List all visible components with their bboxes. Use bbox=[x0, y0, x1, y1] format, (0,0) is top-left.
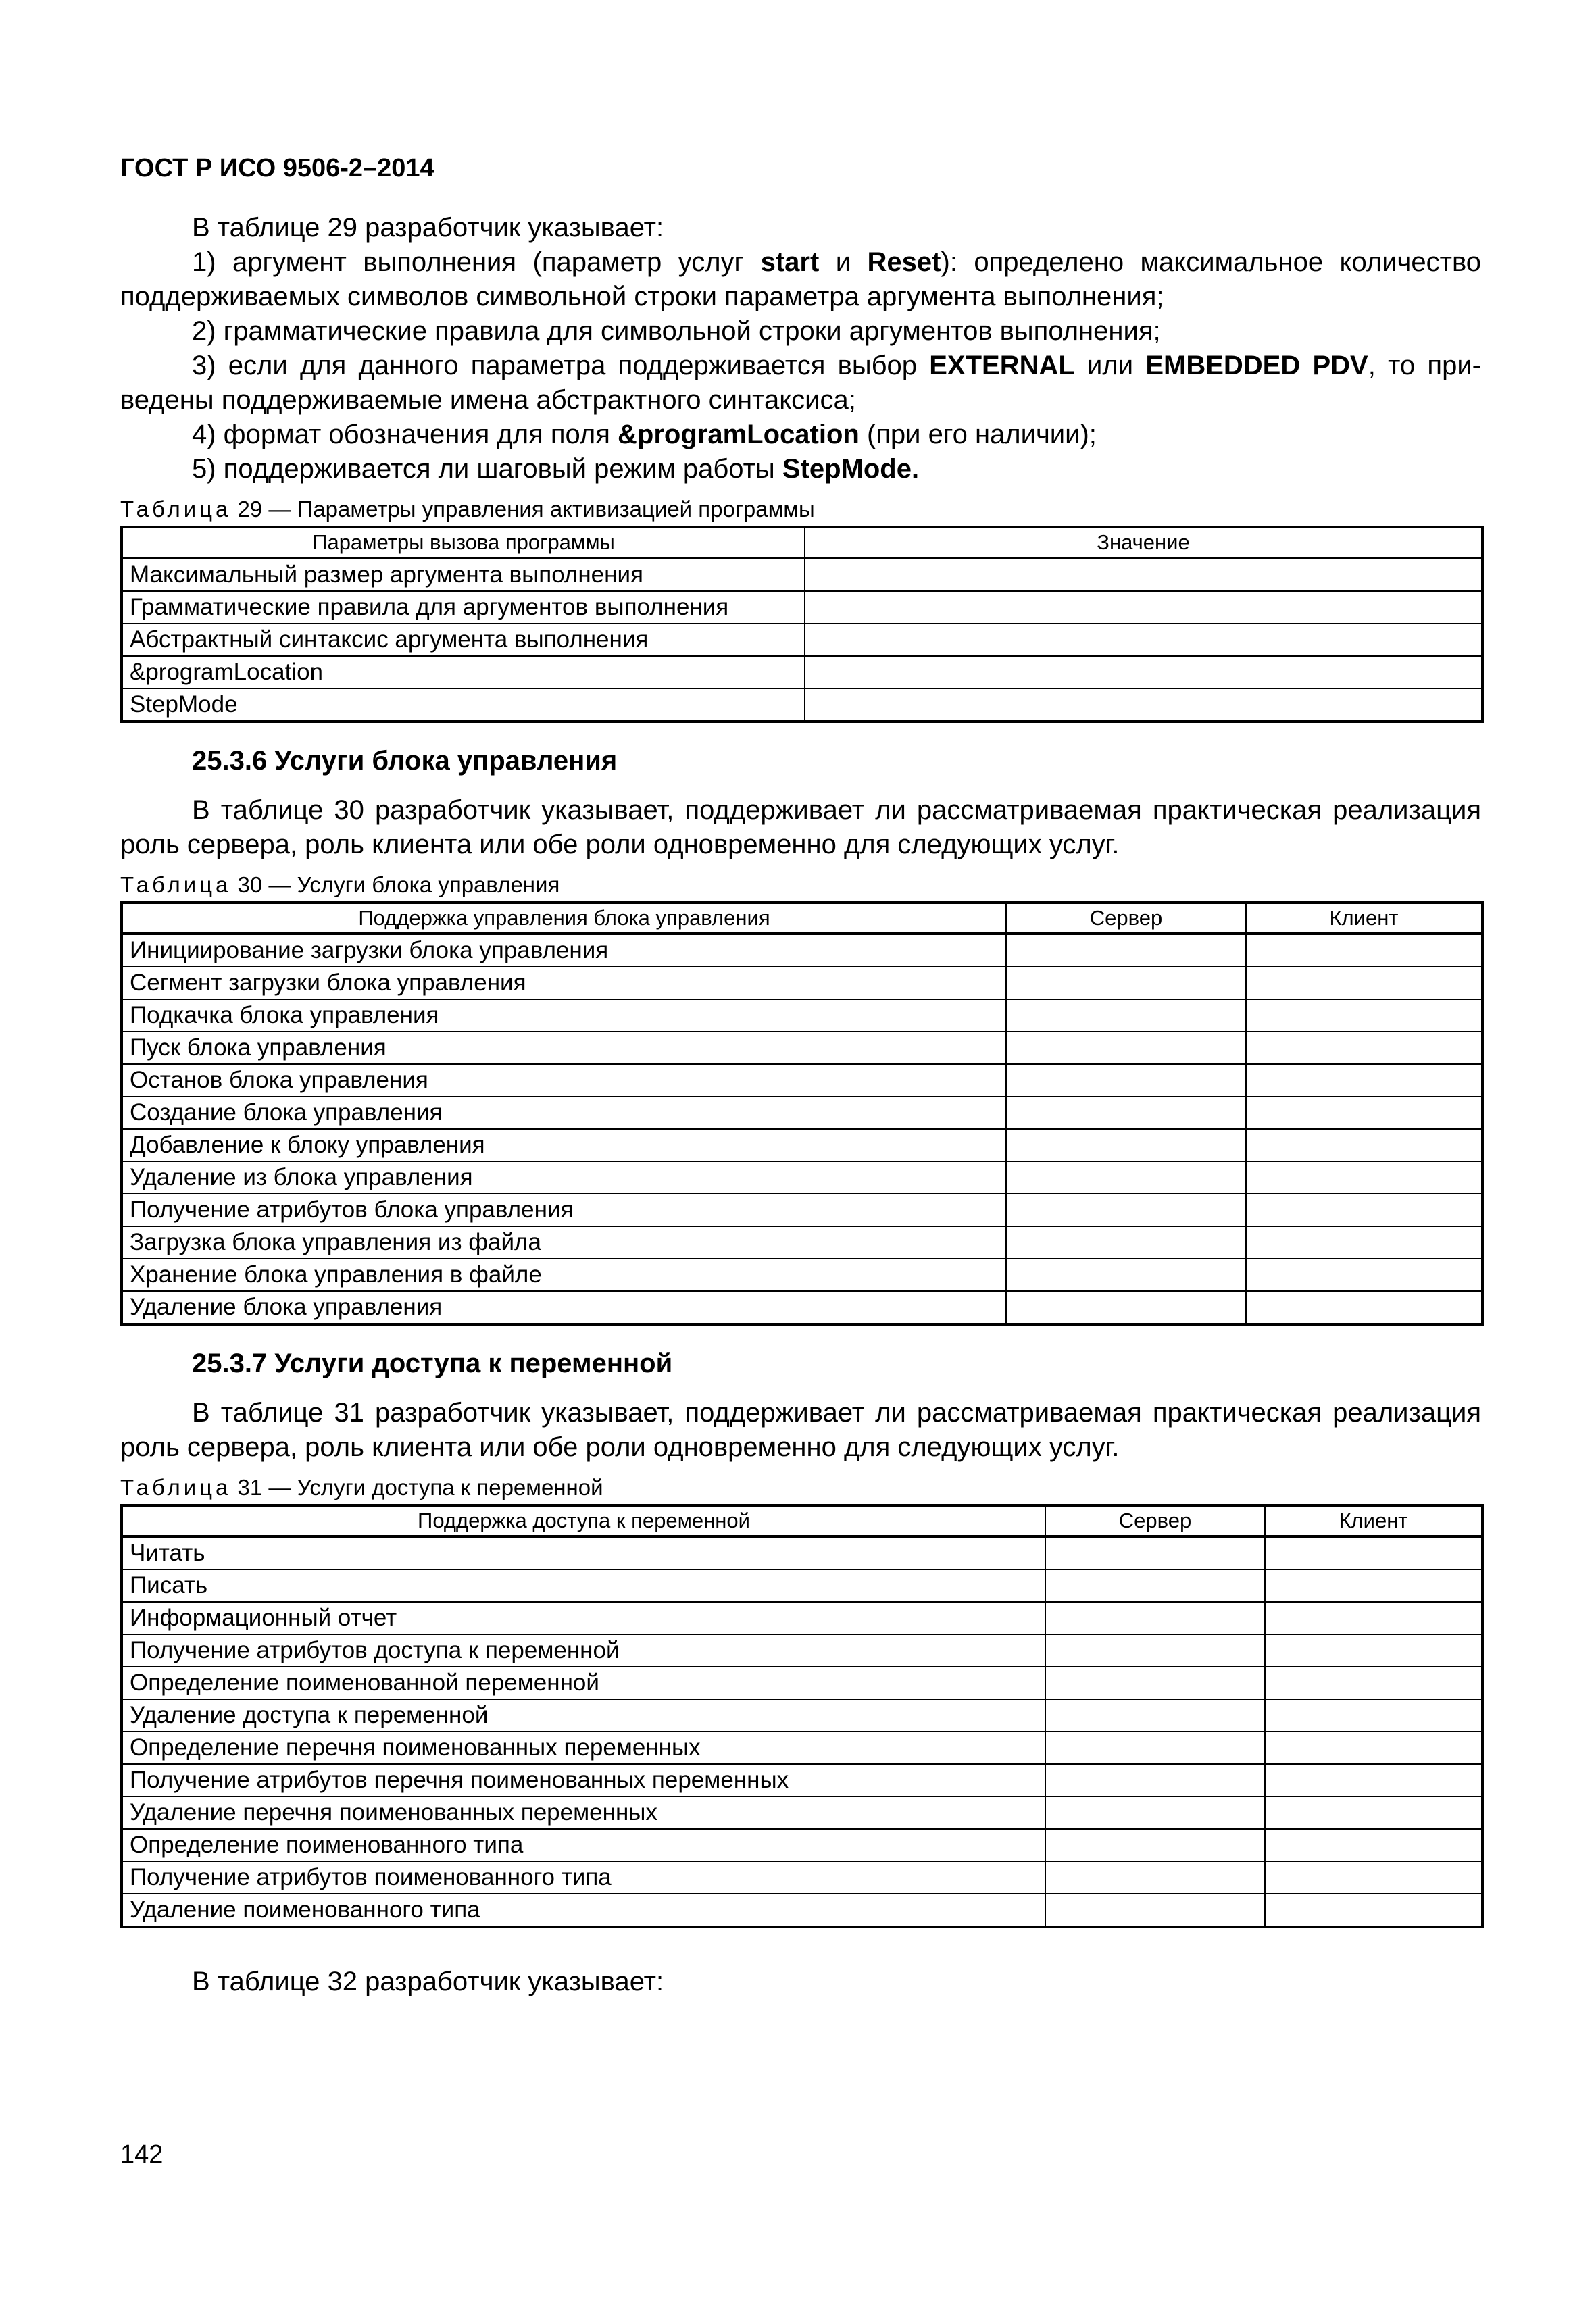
table-30-row-label: Инициирование загрузки блока управления bbox=[122, 934, 1006, 967]
table-30-empty-cell bbox=[1006, 1291, 1246, 1324]
intro-29-item: 5) поддерживается ли шаговый режим работы StepMode. bbox=[192, 454, 920, 484]
table-30-row bbox=[122, 1097, 1482, 1129]
table-30-empty-cell bbox=[1246, 1129, 1482, 1161]
table-31-empty-cell bbox=[1265, 1861, 1482, 1894]
table-30-empty-cell bbox=[1006, 1226, 1246, 1259]
intro-29-item: 4) формат обозначения для поля &programLocation (при его наличии); bbox=[192, 420, 1097, 449]
table-30-row-label: Хранение блока управления в файле bbox=[122, 1259, 1006, 1291]
intro-29 bbox=[120, 211, 1481, 486]
table-31-row bbox=[122, 1829, 1482, 1861]
table-29-header-row bbox=[122, 527, 1482, 558]
table-30-header-row bbox=[122, 903, 1482, 934]
table-30-row bbox=[122, 1064, 1482, 1097]
table-31-empty-cell bbox=[1045, 1536, 1265, 1569]
table-29-header-value: Значение bbox=[805, 527, 1482, 558]
intro-29-item: 3) если для данного параметра поддерживается выбор EXTERNAL или EMBEDDED PDV, то приведены поддерживаемые имена абстрактного синтаксиса; bbox=[120, 351, 1481, 415]
table-31-row-label: Определение поименованной переменной bbox=[122, 1667, 1045, 1699]
table-29-header-params: Параметры вызова программы bbox=[122, 527, 805, 558]
table-31-empty-cell bbox=[1265, 1602, 1482, 1634]
table-31-empty-cell bbox=[1045, 1764, 1265, 1796]
table-30-row bbox=[122, 934, 1482, 967]
table-30-empty-cell bbox=[1006, 934, 1246, 967]
table-31-row-label: Получение атрибутов доступа к переменной bbox=[122, 1634, 1045, 1667]
table-29-body bbox=[122, 558, 1482, 722]
table-31-empty-cell bbox=[1045, 1667, 1265, 1699]
table-29-empty-cell bbox=[805, 624, 1482, 656]
table-30-empty-cell bbox=[1246, 1259, 1482, 1291]
table-30-row bbox=[122, 1194, 1482, 1226]
table-30-empty-cell bbox=[1246, 967, 1482, 999]
table-31-empty-cell bbox=[1045, 1796, 1265, 1829]
table-31-row bbox=[122, 1634, 1482, 1667]
table-31-row bbox=[122, 1569, 1482, 1602]
section-heading-25-3-6: 25.3.6 Услуги блока управления bbox=[192, 746, 618, 776]
table-30-caption: Таблица 30 — Услуги блока управления bbox=[120, 872, 560, 897]
table-29-row-label: Максимальный размер аргумента выполнения bbox=[122, 558, 805, 591]
table-30-empty-cell bbox=[1246, 1161, 1482, 1194]
table-29-row-label: StepMode bbox=[122, 688, 805, 722]
table-31-row bbox=[122, 1699, 1482, 1732]
table-31-empty-cell bbox=[1265, 1536, 1482, 1569]
table-30-row-label: Останов блока управления bbox=[122, 1064, 1006, 1097]
table-30-row bbox=[122, 1129, 1482, 1161]
table-29-row-label: &programLocation bbox=[122, 656, 805, 688]
table-29-caption: Таблица 29 — Параметры управления активизацией программы bbox=[120, 497, 815, 522]
table-31-header-client: Клиент bbox=[1265, 1505, 1482, 1536]
table-30-empty-cell bbox=[1246, 1097, 1482, 1129]
table-31-row-label: Определение перечня поименованных переменных bbox=[122, 1732, 1045, 1764]
table-29-row-label: Грамматические правила для аргументов выполнения bbox=[122, 591, 805, 624]
table-30-empty-cell bbox=[1006, 1161, 1246, 1194]
table-30-header-service: Поддержка управления блока управления bbox=[122, 903, 1006, 934]
table-31-row bbox=[122, 1861, 1482, 1894]
table-30-row-label: Удаление из блока управления bbox=[122, 1161, 1006, 1194]
table-31-empty-cell bbox=[1045, 1861, 1265, 1894]
table-31-header-server: Сервер bbox=[1045, 1505, 1265, 1536]
table-31-row-label: Определение поименованного типа bbox=[122, 1829, 1045, 1861]
table-31-empty-cell bbox=[1265, 1667, 1482, 1699]
table-31-empty-cell bbox=[1265, 1699, 1482, 1732]
table-31-empty-cell bbox=[1045, 1602, 1265, 1634]
table-30-empty-cell bbox=[1246, 1064, 1482, 1097]
table-31-row bbox=[122, 1732, 1482, 1764]
table-31-row bbox=[122, 1894, 1482, 1927]
table-29-row bbox=[122, 656, 1482, 688]
table-30-row bbox=[122, 1161, 1482, 1194]
table-31-empty-cell bbox=[1265, 1796, 1482, 1829]
table-31-empty-cell bbox=[1045, 1634, 1265, 1667]
table-30-row bbox=[122, 999, 1482, 1032]
document-page bbox=[120, 150, 1481, 1999]
table-30-row bbox=[122, 1291, 1482, 1324]
table-30-empty-cell bbox=[1006, 1129, 1246, 1161]
table-31-empty-cell bbox=[1265, 1634, 1482, 1667]
table-29-row bbox=[122, 591, 1482, 624]
intro-29-items bbox=[120, 245, 1481, 486]
table-30-empty-cell bbox=[1006, 967, 1246, 999]
table-30-row-label: Сегмент загрузки блока управления bbox=[122, 967, 1006, 999]
table-29-row bbox=[122, 624, 1482, 656]
table-30-row bbox=[122, 1226, 1482, 1259]
table-31-body bbox=[122, 1536, 1482, 1927]
table-31-empty-cell bbox=[1045, 1569, 1265, 1602]
table-29-row-label: Абстрактный синтаксис аргумента выполнения bbox=[122, 624, 805, 656]
table-31-empty-cell bbox=[1265, 1569, 1482, 1602]
table-31-row bbox=[122, 1536, 1482, 1569]
table-30-empty-cell bbox=[1006, 999, 1246, 1032]
table-31-row-label: Читать bbox=[122, 1536, 1045, 1569]
table-31-empty-cell bbox=[1045, 1829, 1265, 1861]
table-29-empty-cell bbox=[805, 591, 1482, 624]
table-31-row bbox=[122, 1764, 1482, 1796]
table-31-row-label: Удаление перечня поименованных переменных bbox=[122, 1796, 1045, 1829]
table-29-row bbox=[122, 688, 1482, 722]
table-31-header-row bbox=[122, 1505, 1482, 1536]
table-30-empty-cell bbox=[1246, 999, 1482, 1032]
table-31-row bbox=[122, 1796, 1482, 1829]
outro-32-lead: В таблице 32 разработчик указывает: bbox=[192, 1967, 664, 1996]
table-31-empty-cell bbox=[1045, 1699, 1265, 1732]
table-30-row bbox=[122, 1259, 1482, 1291]
table-29-empty-cell bbox=[805, 558, 1482, 591]
table-30-row-label: Создание блока управления bbox=[122, 1097, 1006, 1129]
table-30-row-label: Удаление блока управления bbox=[122, 1291, 1006, 1324]
table-31-empty-cell bbox=[1265, 1764, 1482, 1796]
table-31-row bbox=[122, 1602, 1482, 1634]
table-31-row-label: Информационный отчет bbox=[122, 1602, 1045, 1634]
table-30-row bbox=[122, 1032, 1482, 1064]
table-30-row-label: Загрузка блока управления из файла bbox=[122, 1226, 1006, 1259]
table-30-row bbox=[122, 967, 1482, 999]
table-31-empty-cell bbox=[1265, 1829, 1482, 1861]
table-30-row-label: Получение атрибутов блока управления bbox=[122, 1194, 1006, 1226]
table-31-row-label: Получение атрибутов поименованного типа bbox=[122, 1861, 1045, 1894]
table-30-row-label: Пуск блока управления bbox=[122, 1032, 1006, 1064]
section-25-3-7-paragraph: В таблице 31 разработчик указывает, поддерживает ли рассматриваемая практическая реализация роль сервера, роль клиента или обе роли одновременно для следующих услуг. bbox=[120, 1398, 1481, 1462]
table-30-empty-cell bbox=[1006, 1064, 1246, 1097]
table-30-empty-cell bbox=[1246, 1194, 1482, 1226]
section-heading-25-3-7: 25.3.7 Услуги доступа к переменной bbox=[192, 1349, 673, 1378]
table-30-empty-cell bbox=[1006, 1097, 1246, 1129]
table-30-empty-cell bbox=[1006, 1259, 1246, 1291]
intro-29-lead: В таблице 29 разработчик указывает: bbox=[192, 213, 664, 243]
table-30-row-label: Подкачка блока управления bbox=[122, 999, 1006, 1032]
page-number: 142 bbox=[120, 2140, 164, 2169]
section-25-3-6-paragraph: В таблице 30 разработчик указывает, поддерживает ли рассматриваемая практическая реализация роль сервера, роль клиента или обе роли одновременно для следующих услуг. bbox=[120, 795, 1481, 859]
table-31-empty-cell bbox=[1045, 1894, 1265, 1927]
intro-29-item: 2) грамматические правила для символьной строки аргументов выполнения; bbox=[192, 316, 1161, 346]
table-31-empty-cell bbox=[1265, 1732, 1482, 1764]
table-31-header-service: Поддержка доступа к переменной bbox=[122, 1505, 1045, 1536]
intro-29-item: 1) аргумент выполнения (параметр услуг start и Reset): определено максимальное количество поддерживаемых символов символьной строки параметра аргумента выполнения; bbox=[120, 247, 1481, 311]
table-29-row bbox=[122, 558, 1482, 591]
table-30-empty-cell bbox=[1246, 1032, 1482, 1064]
table-30-header-client: Клиент bbox=[1246, 903, 1482, 934]
table-31-caption: Таблица 31 — Услуги доступа к переменной bbox=[120, 1475, 603, 1500]
table-30-empty-cell bbox=[1246, 1291, 1482, 1324]
table-31-row-label: Удаление доступа к переменной bbox=[122, 1699, 1045, 1732]
table-29 bbox=[120, 526, 1484, 723]
table-31-row-label: Получение атрибутов перечня поименованных переменных bbox=[122, 1764, 1045, 1796]
table-31-row-label: Удаление поименованного типа bbox=[122, 1894, 1045, 1927]
table-30-body bbox=[122, 934, 1482, 1324]
table-30-empty-cell bbox=[1006, 1032, 1246, 1064]
table-31-empty-cell bbox=[1045, 1732, 1265, 1764]
table-31-row-label: Писать bbox=[122, 1569, 1045, 1602]
table-29-empty-cell bbox=[805, 656, 1482, 688]
table-30-header-server: Сервер bbox=[1006, 903, 1246, 934]
table-30-row-label: Добавление к блоку управления bbox=[122, 1129, 1006, 1161]
table-30-empty-cell bbox=[1246, 934, 1482, 967]
table-31-row bbox=[122, 1667, 1482, 1699]
document-header: ГОСТ Р ИСО 9506-2–2014 bbox=[120, 154, 434, 182]
table-30-empty-cell bbox=[1006, 1194, 1246, 1226]
table-31-empty-cell bbox=[1265, 1894, 1482, 1927]
table-31 bbox=[120, 1504, 1484, 1928]
table-29-empty-cell bbox=[805, 688, 1482, 722]
table-30 bbox=[120, 901, 1484, 1326]
table-30-empty-cell bbox=[1246, 1226, 1482, 1259]
